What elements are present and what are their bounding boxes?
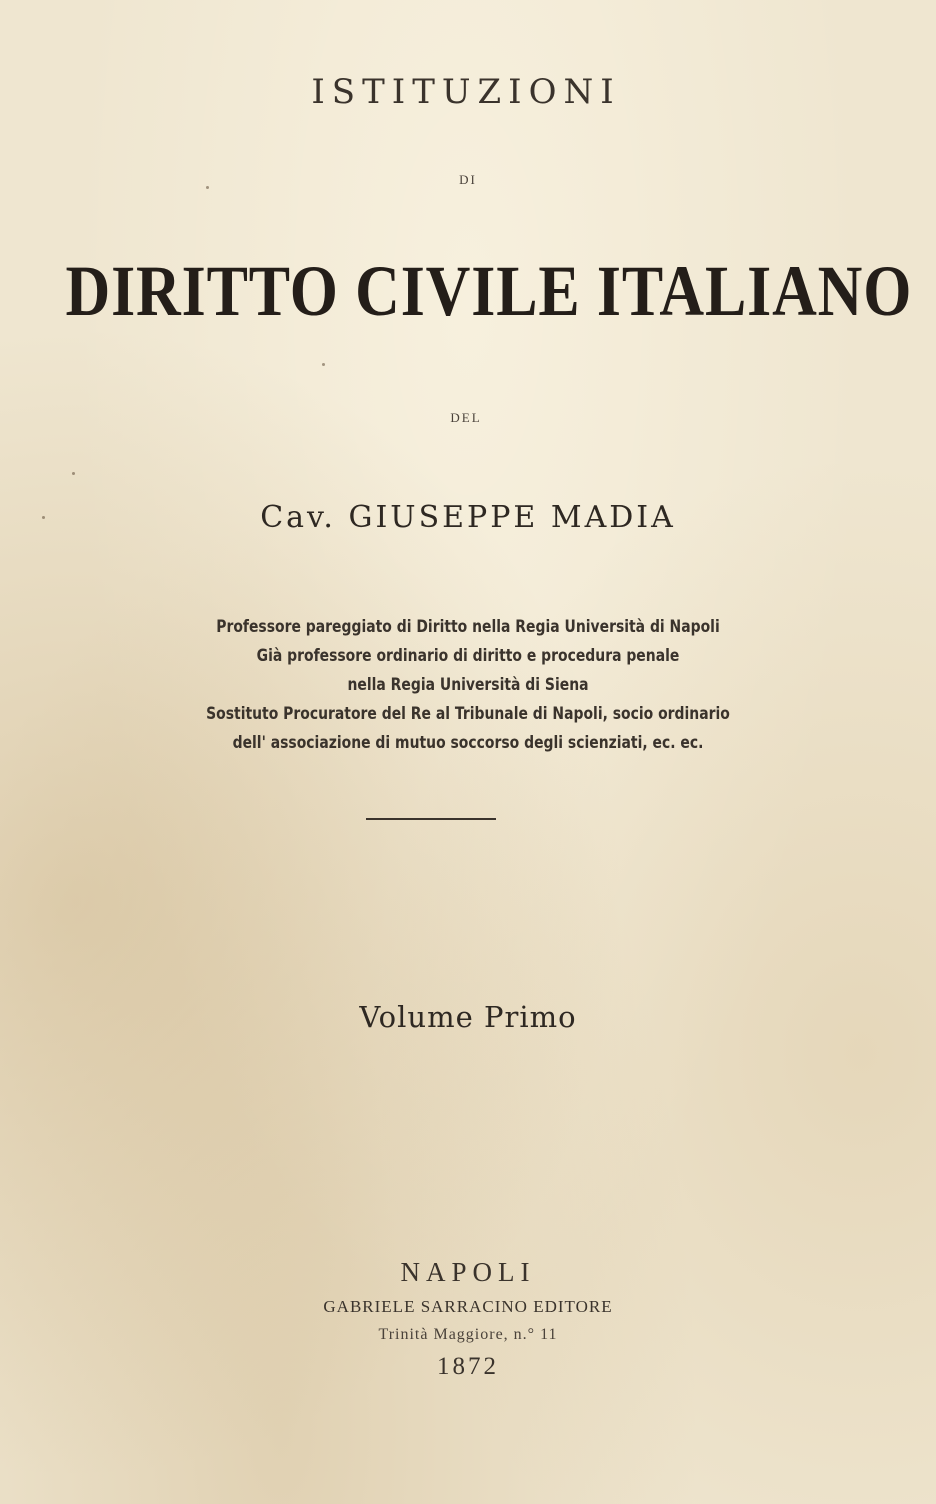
paper-speck — [72, 472, 75, 475]
imprint-year: 1872 — [437, 1353, 499, 1380]
credential-line: Sostituto Procuratore del Re al Tribunale di Napoli, socio ordinario — [206, 704, 730, 724]
imprint-city: NAPOLI — [400, 1257, 536, 1287]
credential-line: nella Regia Università di Siena — [347, 675, 589, 695]
connector-del: DEL — [450, 410, 482, 425]
credential-line: Professore pareggiato di Diritto nella Regia Università di Napoli — [216, 617, 720, 637]
imprint-publisher: GABRIELE SARRACINO EDITORE — [323, 1297, 613, 1316]
paper-speck — [206, 186, 209, 189]
separator-rule — [366, 818, 496, 820]
paper-speck — [42, 516, 45, 519]
paper-speck — [322, 363, 325, 366]
credential-line: Già professore ordinario di diritto e procedura penale — [256, 646, 680, 666]
author-name: Cav. GIUSEPPE MADIA — [260, 500, 676, 535]
volume-label: Volume Primo — [359, 1000, 577, 1034]
connector-di: DI — [459, 172, 477, 187]
main-title: DIRITTO CIVILE ITALIANO — [65, 251, 913, 331]
series-title: ISTITUZIONI — [311, 72, 621, 112]
imprint-address: Trinità Maggiore, n.° 11 — [378, 1326, 558, 1343]
credential-line: dell' associazione di mutuo soccorso degli scienziati, ec. ec. — [232, 733, 704, 753]
